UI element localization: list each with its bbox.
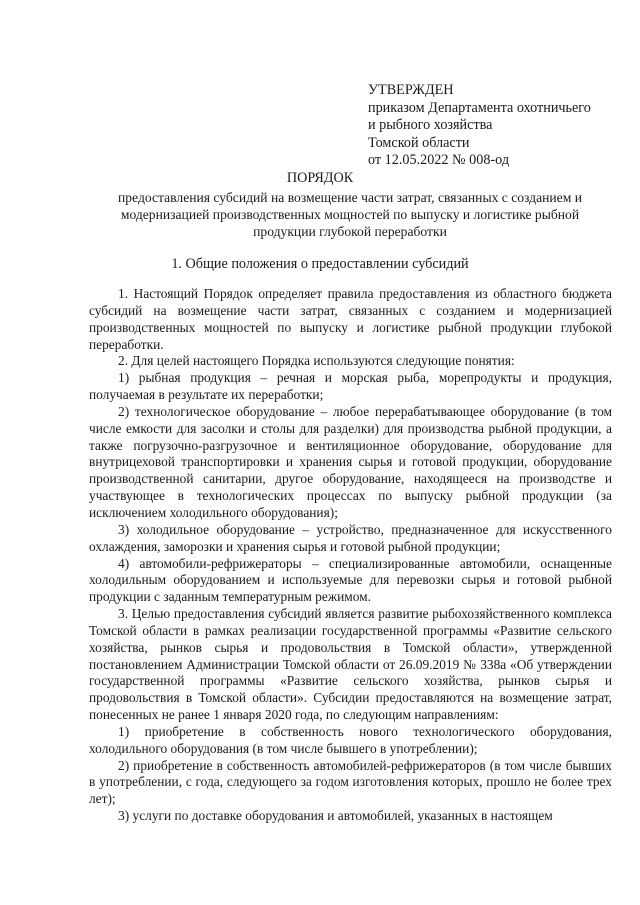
approval-line: Томской области: [368, 134, 470, 151]
approval-line: приказом Департамента охотничьего: [368, 99, 591, 116]
document-body: [89, 286, 612, 825]
paragraph: 3. Целью предоставления субсидий является развитие рыбохозяйственного комплекса Томской области в рамках реализации государственной программы «Развитие сельского хозяйства, рынков сырья и продовольствия в Томской области», утвержденной постановлением Администрации Томской области от 26.09.2019 № 338а «Об утверждении государственной программы «Развитие сельского хозяйства, рынков сырья и продовольствия в Томской области». Субсидии предоставляются на возмещение затрат, понесенных не ранее 1 января 2020 года, по следующим направлениям:: [89, 606, 612, 723]
paragraph: 1. Настоящий Порядок определяет правила предоставления из областного бюджета субсидий на возмещение части затрат, связанных с созданием и модернизацией производственных мощностей по выпуску и логистике рыбной продукции глубокой переработки.: [89, 286, 612, 352]
paragraph: 2. Для целей настоящего Порядка используются следующие понятия:: [118, 353, 515, 369]
paragraph: 4) автомобили-рефрижераторы – специализированные автомобили, оснащенные холодильным оборудованием и используемые для перевозки сырья и готовой рыбной продукции с заданным температурным режимом.: [89, 555, 612, 605]
approval-line: от 12.05.2022 № 008-од: [368, 152, 510, 169]
paragraph: 3) услуги по доставке оборудования и автомобилей, указанных в настоящем: [118, 808, 553, 824]
paragraph: 2) приобретение в собственность автомобилей-рефрижераторов (в том числе бывших в употреблении, с года, следующего за годом изготовления которых, прошло не более трех лет);: [89, 757, 612, 807]
approval-line: УТВЕРЖДЕН: [368, 82, 454, 98]
paragraph: 2) технологическое оборудование – любое перерабатывающее оборудование (в том числе емкости для засолки и столы для разделки) для производства рыбной продукции, а также погрузочно-разгрузочное и вентиляционное оборудование, оборудование для внутрицеховой транспортировки и хранения сырья и готовой продукции, оборудование производственной санитарии, другое оборудование, находящееся на производстве и участвующее в технологических процессах по выпуску рыбной продукции (за исключением холодильного оборудования);: [89, 403, 612, 520]
approval-line: и рыбного хозяйства: [368, 117, 493, 134]
subtitle-line: модернизацией производственных мощностей по выпуску и логистике рыбной: [120, 206, 580, 222]
paragraph: 3) холодильное оборудование – устройство, предназначенное для искусственного охлаждения, заморозки и хранения сырья и готовой рыбной продукции;: [89, 521, 612, 554]
paragraph: 1) приобретение в собственность нового технологического оборудования, холодильного оборудования (в том числе бывшего в употреблении);: [89, 723, 612, 756]
document-subtitle: [100, 190, 600, 240]
section-heading: 1. Общие положения о предоставлении субсидий: [171, 256, 469, 272]
document-title: ПОРЯДОК: [286, 170, 354, 186]
approval-stamp-block: [368, 82, 608, 170]
paragraph: 1) рыбная продукция – речная и морская рыба, морепродукты и продукция, получаемая в результате их переработки;: [89, 370, 612, 403]
subtitle-line: продукции глубокой переработки: [253, 223, 447, 239]
subtitle-line: предоставления субсидий на возмещение части затрат, связанных с созданием и: [118, 190, 582, 205]
